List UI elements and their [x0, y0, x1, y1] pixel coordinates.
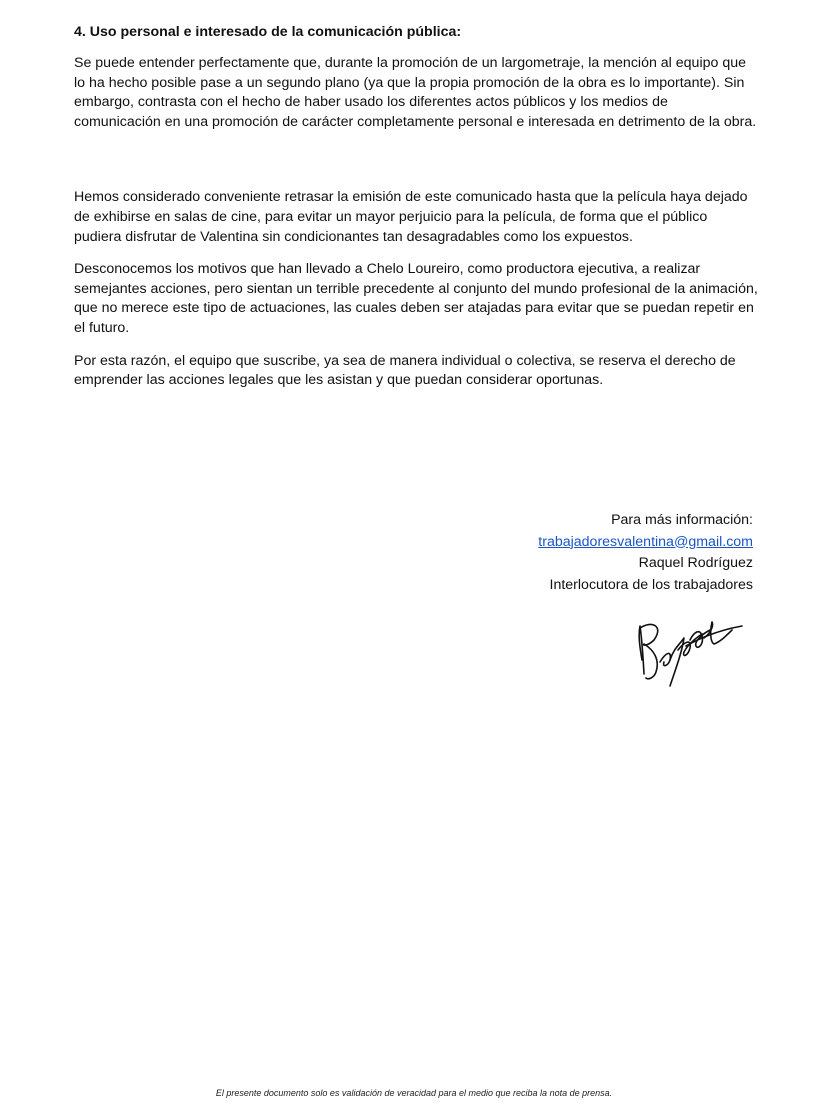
- document-body: [74, 22, 758, 404]
- footer-note: El presente documento solo es validación de veracidad para el medio que reciba la nota de prensa.: [215, 1088, 613, 1098]
- handwritten-signature: [630, 608, 745, 690]
- signer-name: Raquel Rodríguez: [638, 555, 753, 571]
- contact-block: [538, 510, 753, 596]
- section-heading: 4. Uso personal e interesado de la comunicación pública:: [74, 24, 462, 40]
- paragraph-promotion: Se puede entender perfectamente que, durante la promoción de un largometraje, la mención al equipo que lo ha hecho posible pase a un segundo plano (ya que la propia promoción de la obra es lo importante). Sin embargo, contrasta con el hecho de haber usado los diferentes actos públicos y los medios de comunicación en una promoción de carácter completamente personal e interesada en detrimento de la obra.: [74, 55, 757, 130]
- paragraph-motives: Desconocemos los motivos que han llevado a Chelo Loureiro, como productora ejecutiva, a realizar semejantes acciones, pero sientan un terrible precedente al conjunto del mundo profesional de la animación, que no merece este tipo de actuaciones, las cuales deben ser atajadas para evitar que se puedan repetir en el futuro.: [74, 261, 758, 336]
- paragraph-delay: Hemos considerado conveniente retrasar la emisión de este comunicado hasta que la película haya dejado de exhibirse en salas de cine, para evitar un mayor perjuicio para la película, de forma que el público pudiera disfrutar de Valentina sin condicionantes tan desagradables como los expuestos.: [74, 189, 748, 245]
- contact-email-link[interactable]: trabajadoresvalentina@gmail.com: [538, 533, 753, 550]
- signer-role: Interlocutora de los trabajadores: [549, 576, 753, 593]
- paragraph-legal: Por esta razón, el equipo que suscribe, ya sea de manera individual o colectiva, se reserva el derecho de emprender las acciones legales que les asistan y que puedan considerar oportunas.: [74, 352, 736, 389]
- more-info-label: Para más información:: [611, 512, 753, 528]
